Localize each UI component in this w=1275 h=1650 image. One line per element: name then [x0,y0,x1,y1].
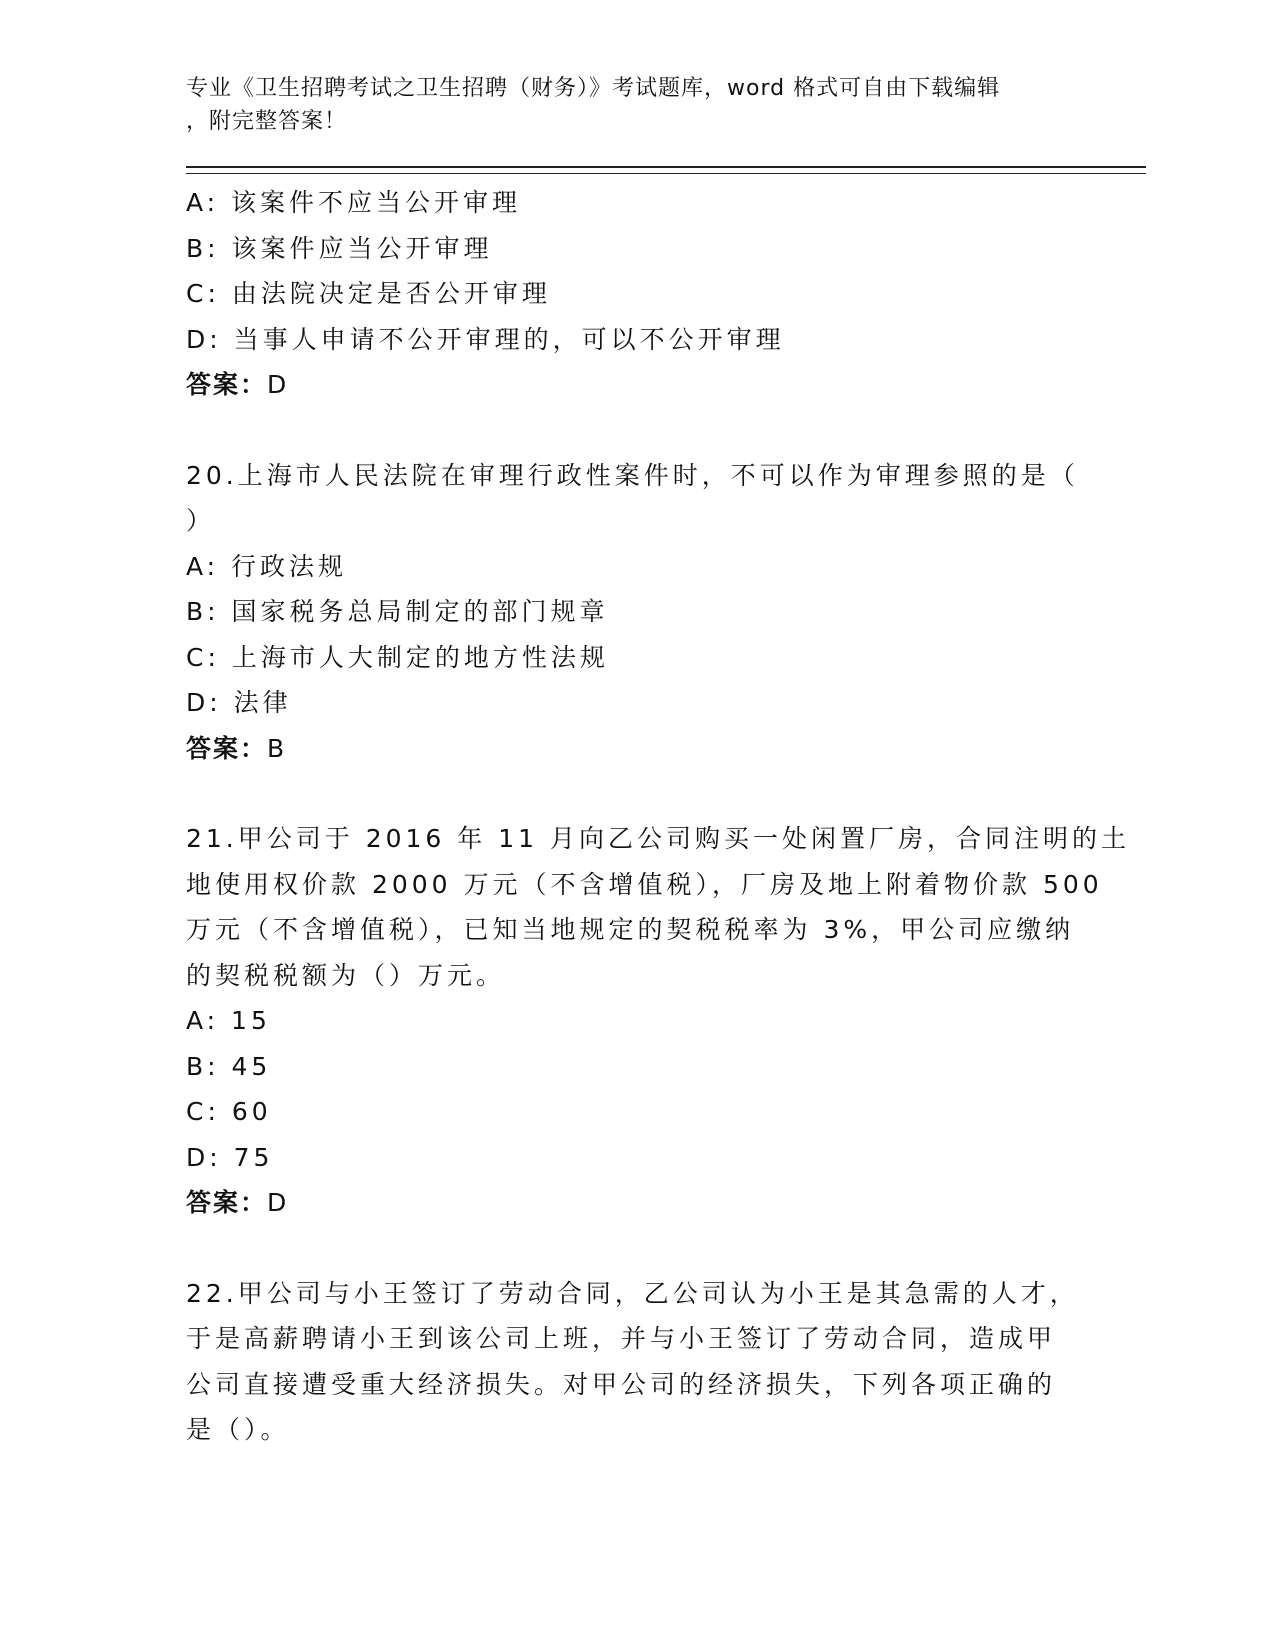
header-line-1: 专业《卫生招聘考试之卫生招聘（财务）》考试题库，word 格式可自由下载编辑 [186,76,1001,101]
option-c: C: 由法院决定是否公开审理 [186,279,551,308]
header-line-2: ，附完整答案！ [186,109,348,134]
option-d: D: 当事人申请不公开审理的，可以不公开审理 [186,324,785,354]
question-stem-line: ） [186,506,216,535]
option-b: B: 国家税务总局制定的部门规章 [186,597,609,626]
answer [186,362,1146,408]
answer-label: 答案： [186,370,268,399]
answer-value: D [267,1188,289,1217]
option-c: C: 60 [186,1097,272,1126]
answer [186,726,1146,772]
question-stem-line: 于是高薪聘请小王到该公司上班，并与小王签订了劳动合同，造成甲 [186,1324,1057,1353]
answer-label: 答案： [186,1188,268,1217]
question-stem-line: 的契税税额为（）万元。 [186,960,506,990]
question-stem-line: 地使用权价款 2000 万元（不含增值税），厂房及地上附着物价款 500 [186,869,1103,899]
question-20 [186,453,1146,772]
document-body [186,180,1146,1453]
question-stem-line: 公司直接遭受重大经济损失。对甲公司的经济损失，下列各项正确的 [186,1369,1057,1399]
document-page [186,72,1146,1453]
answer-value: B [267,733,287,763]
option-a: A: 该案件不应当公开审理 [186,188,522,217]
option-d: D: 75 [186,1142,274,1172]
header-divider [186,166,1146,174]
option-d: D: 法律 [186,688,292,717]
option-c: C: 上海市人大制定的地方性法规 [186,642,609,672]
answer-value: D [267,370,289,399]
document-header [186,72,1066,138]
question-stem-line: 21.甲公司于 2016 年 11 月向乙公司购买一处闲置厂房，合同注明的土 [186,824,1130,853]
question-19 [186,180,1146,408]
question-21 [186,816,1146,1226]
option-b: B: 该案件应当公开审理 [186,233,493,263]
answer [186,1180,1146,1226]
option-a: A: 行政法规 [186,551,348,581]
question-stem-line: 万元（不含增值税），已知当地规定的契税税率为 3%，甲公司应缴纳 [186,915,1075,944]
question-stem-line: 22.甲公司与小王签订了劳动合同，乙公司认为小王是其急需的人才， [186,1278,1079,1308]
question-22 [186,1271,1146,1453]
option-b: B: 45 [186,1051,272,1081]
answer-label: 答案： [186,733,268,763]
question-stem-line: 20.上海市人民法院在审理行政性案件时，不可以作为审理参照的是（ [186,460,1079,490]
option-a: A: 15 [186,1006,271,1035]
question-stem-line: 是（）。 [186,1415,290,1444]
